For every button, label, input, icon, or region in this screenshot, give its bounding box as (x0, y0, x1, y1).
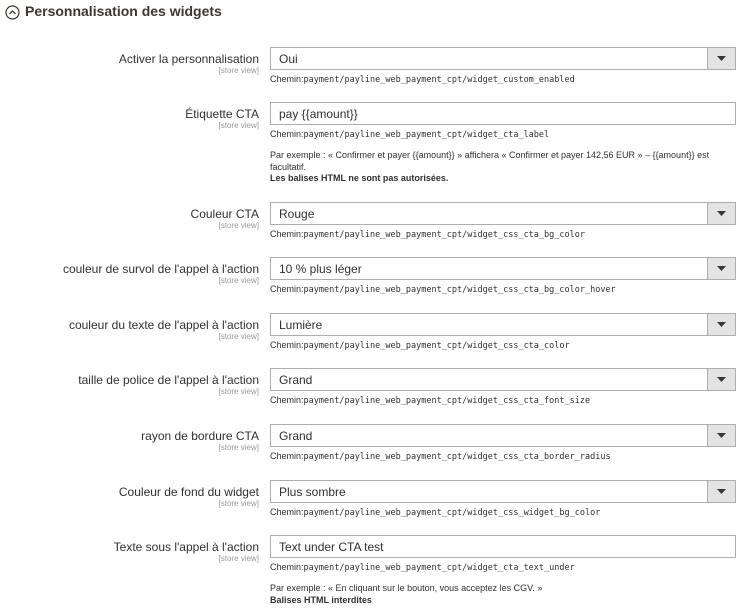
select-value: Grand (279, 373, 313, 387)
field-label: couleur de survol de l'appel à l'action (62, 262, 259, 276)
dropdown-button[interactable] (707, 369, 735, 390)
chevron-down-icon (717, 377, 726, 382)
select-value: 10 % plus léger (279, 262, 362, 276)
chevron-down-icon (717, 211, 726, 216)
select-couleur-cta[interactable] (270, 202, 736, 225)
field-label: taille de police de l'appel à l'action (78, 373, 259, 387)
section-header[interactable] (0, 0, 752, 26)
config-path: Chemin:payment/payline_web_payment_cpt/widget_custom_enabled (270, 74, 575, 85)
select-couleur-texte[interactable] (270, 313, 736, 336)
select-couleur-fond-widget[interactable] (270, 480, 736, 503)
input-value: Text under CTA test (279, 540, 384, 554)
config-path: Chemin:payment/payline_web_payment_cpt/widget_css_cta_color (270, 340, 570, 351)
config-path: Chemin:payment/payline_web_payment_cpt/widget_cta_label (270, 129, 550, 140)
chevron-down-icon (717, 56, 726, 61)
select-couleur-survol[interactable] (270, 257, 736, 280)
select-activer-personnalisation[interactable] (270, 47, 736, 70)
config-path: Chemin:payment/payline_web_payment_cpt/widget_css_widget_bg_color (270, 507, 601, 518)
select-value: Rouge (279, 207, 315, 221)
select-value: Plus sombre (279, 485, 346, 499)
scope-label: [store view] (218, 499, 259, 508)
field-label: couleur du texte de l'appel à l'action (68, 318, 259, 332)
config-path: Chemin:payment/payline_web_payment_cpt/widget_css_cta_bg_color (270, 229, 585, 240)
dropdown-button[interactable] (707, 203, 735, 224)
scope-label: [store view] (218, 121, 259, 130)
field-label: Couleur de fond du widget (118, 485, 259, 499)
text-input-etiquette-cta[interactable] (270, 102, 736, 125)
chevron-down-icon (717, 433, 726, 438)
scope-label: [store view] (218, 276, 259, 285)
dropdown-button[interactable] (707, 481, 735, 502)
field-label: Couleur CTA (190, 207, 259, 221)
select-value: Oui (279, 52, 298, 66)
field-label: Étiquette CTA (185, 107, 259, 121)
chevron-down-icon (717, 489, 726, 494)
select-rayon-bordure[interactable] (270, 424, 736, 447)
field-note: Par exemple : « Confirmer et payer {{amount}} » affichera « Confirmer et payer 142,56 EUR » – {{amount}} est facultatif. (270, 150, 710, 172)
collapse-icon[interactable] (5, 5, 20, 20)
field-label: rayon de bordure CTA (141, 429, 259, 443)
config-path: Chemin:payment/payline_web_payment_cpt/widget_css_cta_border_radius (270, 451, 611, 462)
select-taille-police[interactable] (270, 368, 736, 391)
dropdown-button[interactable] (707, 314, 735, 335)
scope-label: [store view] (218, 332, 259, 341)
select-value: Lumière (279, 318, 323, 332)
select-value: Grand (279, 429, 313, 443)
dropdown-button[interactable] (707, 425, 735, 446)
config-path: Chemin:payment/payline_web_payment_cpt/widget_css_cta_font_size (270, 395, 591, 406)
scope-label: [store view] (218, 221, 259, 230)
field-note-strong: Les balises HTML ne sont pas autorisées. (270, 173, 449, 183)
chevron-down-icon (717, 266, 726, 271)
field-label: Texte sous l'appel à l'action (113, 540, 259, 554)
config-path: Chemin:payment/payline_web_payment_cpt/widget_css_cta_bg_color_hover (270, 284, 616, 295)
scope-label: [store view] (218, 554, 259, 563)
text-input-texte-sous-cta[interactable] (270, 535, 736, 558)
config-path: Chemin:payment/payline_web_payment_cpt/widget_cta_text_under (270, 562, 575, 573)
dropdown-button[interactable] (707, 258, 735, 279)
dropdown-button[interactable] (707, 48, 735, 69)
scope-label: [store view] (218, 443, 259, 452)
field-note-strong: Balises HTML interdites (270, 595, 372, 605)
input-value: pay {{amount}} (279, 107, 358, 121)
field-label: Activer la personnalisation (118, 52, 259, 66)
scope-label: [store view] (218, 387, 259, 396)
section-title: Personnalisation des widgets (25, 3, 222, 19)
scope-label: [store view] (218, 66, 259, 75)
chevron-down-icon (717, 322, 726, 327)
field-note: Par exemple : « En cliquant sur le bouton, vous acceptez les CGV. » (270, 583, 543, 593)
